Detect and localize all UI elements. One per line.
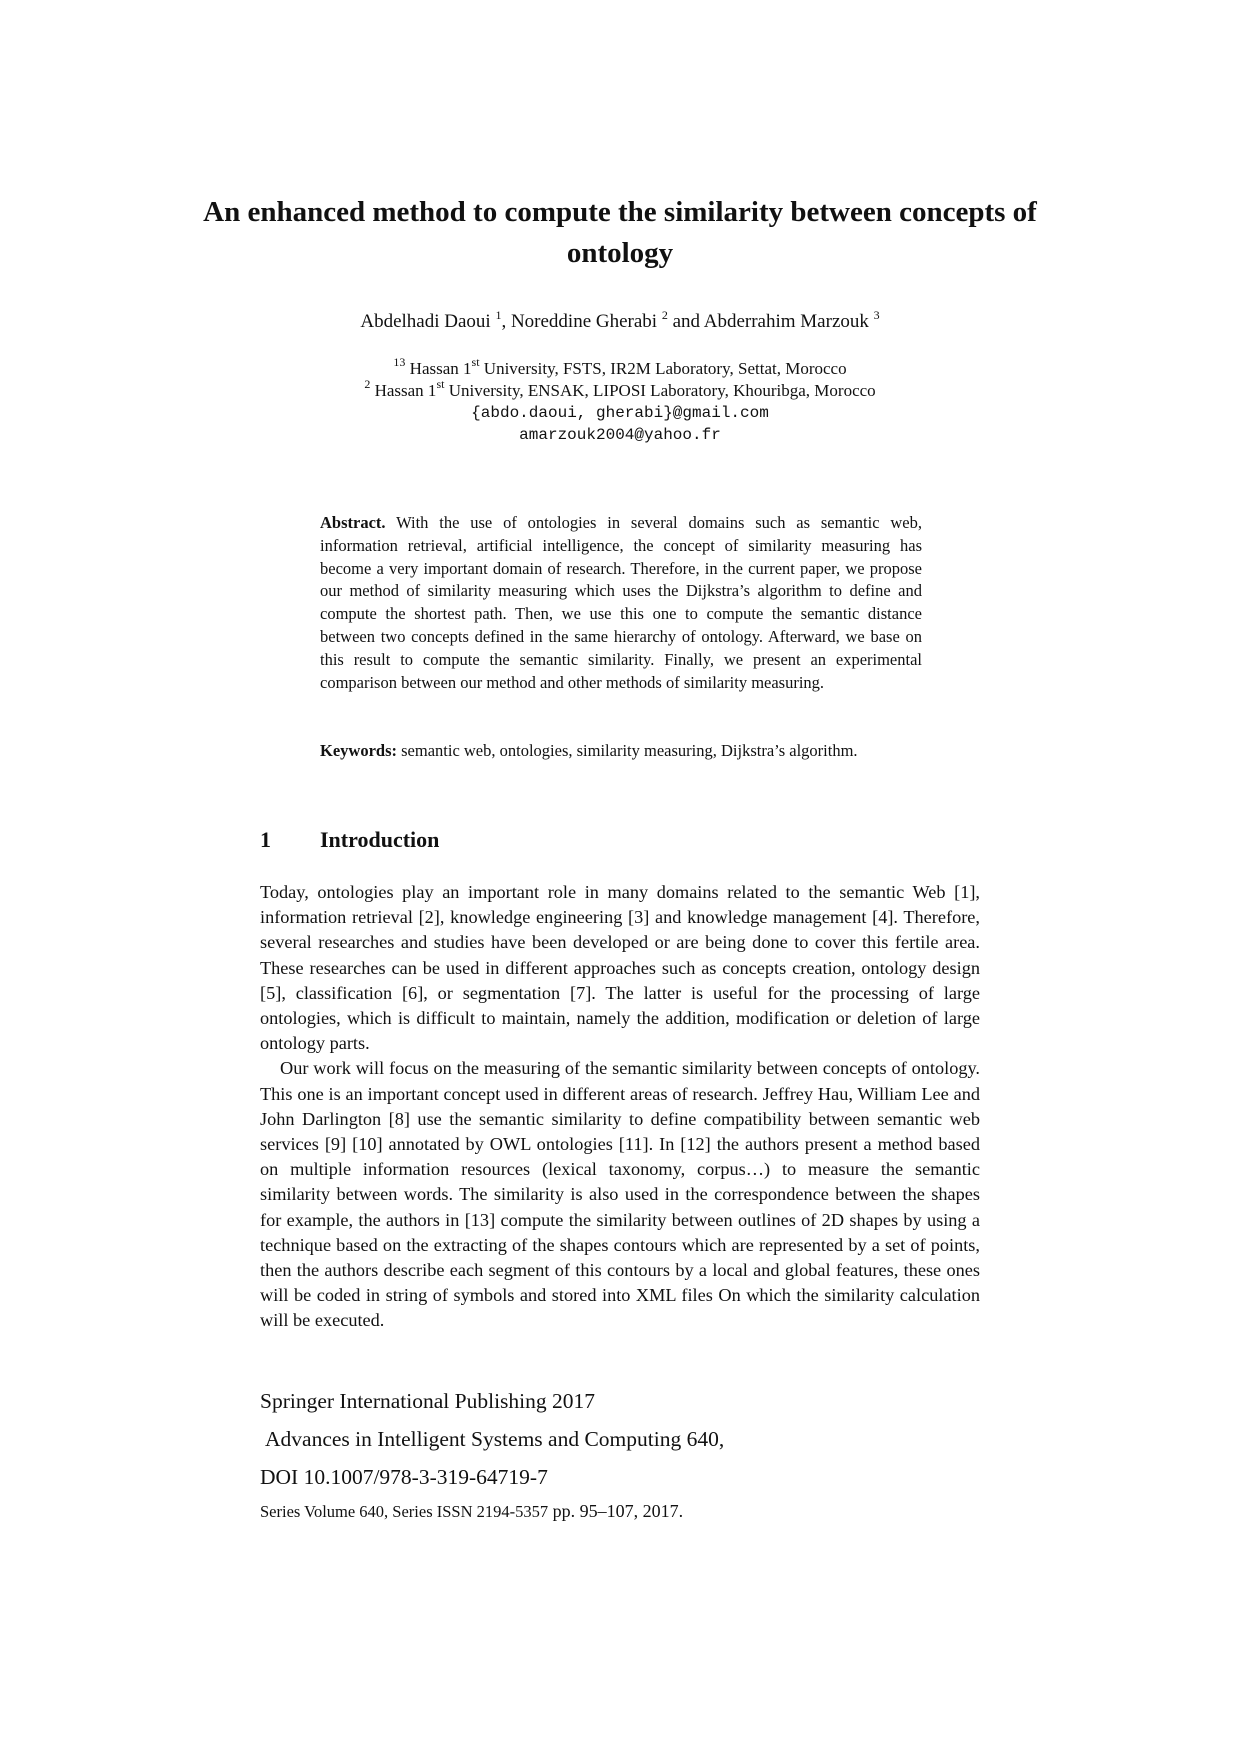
author-conjunction: and — [667, 311, 704, 332]
keywords-text: semantic web, ontologies, similarity measuring, Dijkstra’s algorithm. — [397, 741, 858, 760]
author-name: Noreddine Gherabi — [510, 311, 658, 332]
affiliation-line — [200, 355, 1040, 380]
keywords-label: Keywords: — [320, 741, 397, 760]
affiliation-mark: 2 — [364, 377, 371, 391]
affiliations — [200, 355, 1040, 446]
series-line: Advances in Intelligent Systems and Computing 640, — [265, 1427, 725, 1451]
section-body — [260, 880, 980, 1334]
author-name: Abdelhadi Daoui — [360, 311, 491, 332]
email-line: amarzouk2004@yahoo.fr — [519, 426, 721, 444]
publisher-line: Springer International Publishing 2017 — [260, 1389, 596, 1413]
section-heading — [260, 826, 960, 854]
affiliation-mark: 13 — [393, 355, 406, 369]
body-paragraph: Our work will focus on the measuring of the semantic similarity between concepts of ontology. This one is an important concept used in different areas of research. Jeffrey Hau, William Lee and John Darlington [8] use the semantic similarity to define compatibility between semantic web services [9] [10] annotated by OWL ontologies [11]. In [12] the authors present a method based on multiple information resources (lexical taxonomy, corpus…) to measure the semantic similarity between words. The similarity is also used in the correspondence between the shapes for example, the authors in [13] compute the similarity between outlines of 2D shapes by using a technique based on the extracting of the shapes contours which are represented by a set of points, then the authors describe each segment of this contours by a local and global features, these ones will be coded in string of symbols and stored into XML files On which the similarity calculation will be executed. — [260, 1058, 980, 1331]
body-paragraph: Today, ontologies play an important role in many domains related to the semantic Web [1], information retrieval [2], knowledge engineering [3] and knowledge management [4]. Therefore, several researches and studies have been developed or are being done to cover this fertile area. These researches can be used in different approaches such as concepts creation, ontology design [5], classification [6], or segmentation [7]. The latter is useful for the processing of large ontologies, which is difficult to maintain, namely the addition, modification or deletion of large ontology parts. — [260, 882, 980, 1054]
email-line: {abdo.daoui, gherabi}@gmail.com — [471, 404, 769, 422]
section-number: 1 — [260, 827, 271, 852]
abstract-text: With the use of ontologies in several domains such as semantic web, information retrieval, artificial intelligence, the concept of similarity measuring has become a very important domain of research. Therefore, in the current paper, we propose our method of similarity measuring which uses the Dijkstra’s algorithm to define and compute the shortest path. Then, we use this one to compute the semantic distance between two concepts defined in the same hierarchy of ontology. Afterward, we base on this result to compute the semantic similarity. Finally, we present an experimental comparison between our method and other methods of similarity measuring. — [320, 513, 922, 692]
keywords — [320, 740, 922, 763]
author-affiliation-mark: 1 — [495, 308, 502, 322]
publication-footer — [260, 1382, 1020, 1527]
ordinal-suffix: st — [436, 377, 445, 391]
abstract — [320, 512, 922, 694]
author-affiliation-mark: 2 — [661, 308, 668, 322]
affiliation-details: University, ENSAK, LIPOSI Laboratory, Khouribga, Morocco — [444, 381, 876, 400]
affiliation-university: Hassan 1 — [405, 359, 472, 378]
pages-text: pp. 95–107, 2017. — [548, 1501, 684, 1521]
paper-title: An enhanced method to compute the similarity between concepts of ontology — [203, 196, 1037, 269]
abstract-label: Abstract. — [320, 513, 386, 532]
volume-line — [260, 1496, 1020, 1527]
doi-line: DOI 10.1007/978-3-319-64719-7 — [260, 1465, 548, 1489]
section-title: Introduction — [320, 827, 440, 852]
author-name: Abderrahim Marzouk — [703, 311, 869, 332]
author-list — [200, 310, 1040, 334]
affiliation-line — [200, 377, 1040, 402]
ordinal-suffix: st — [471, 355, 480, 369]
affiliation-university: Hassan 1 — [370, 381, 437, 400]
volume-text: Series Volume 640, Series ISSN 2194-5357 — [260, 1502, 549, 1521]
author-affiliation-mark: 3 — [873, 308, 880, 322]
author-separator: , — [501, 311, 511, 332]
affiliation-details: University, FSTS, IR2M Laboratory, Settat, Morocco — [479, 359, 847, 378]
